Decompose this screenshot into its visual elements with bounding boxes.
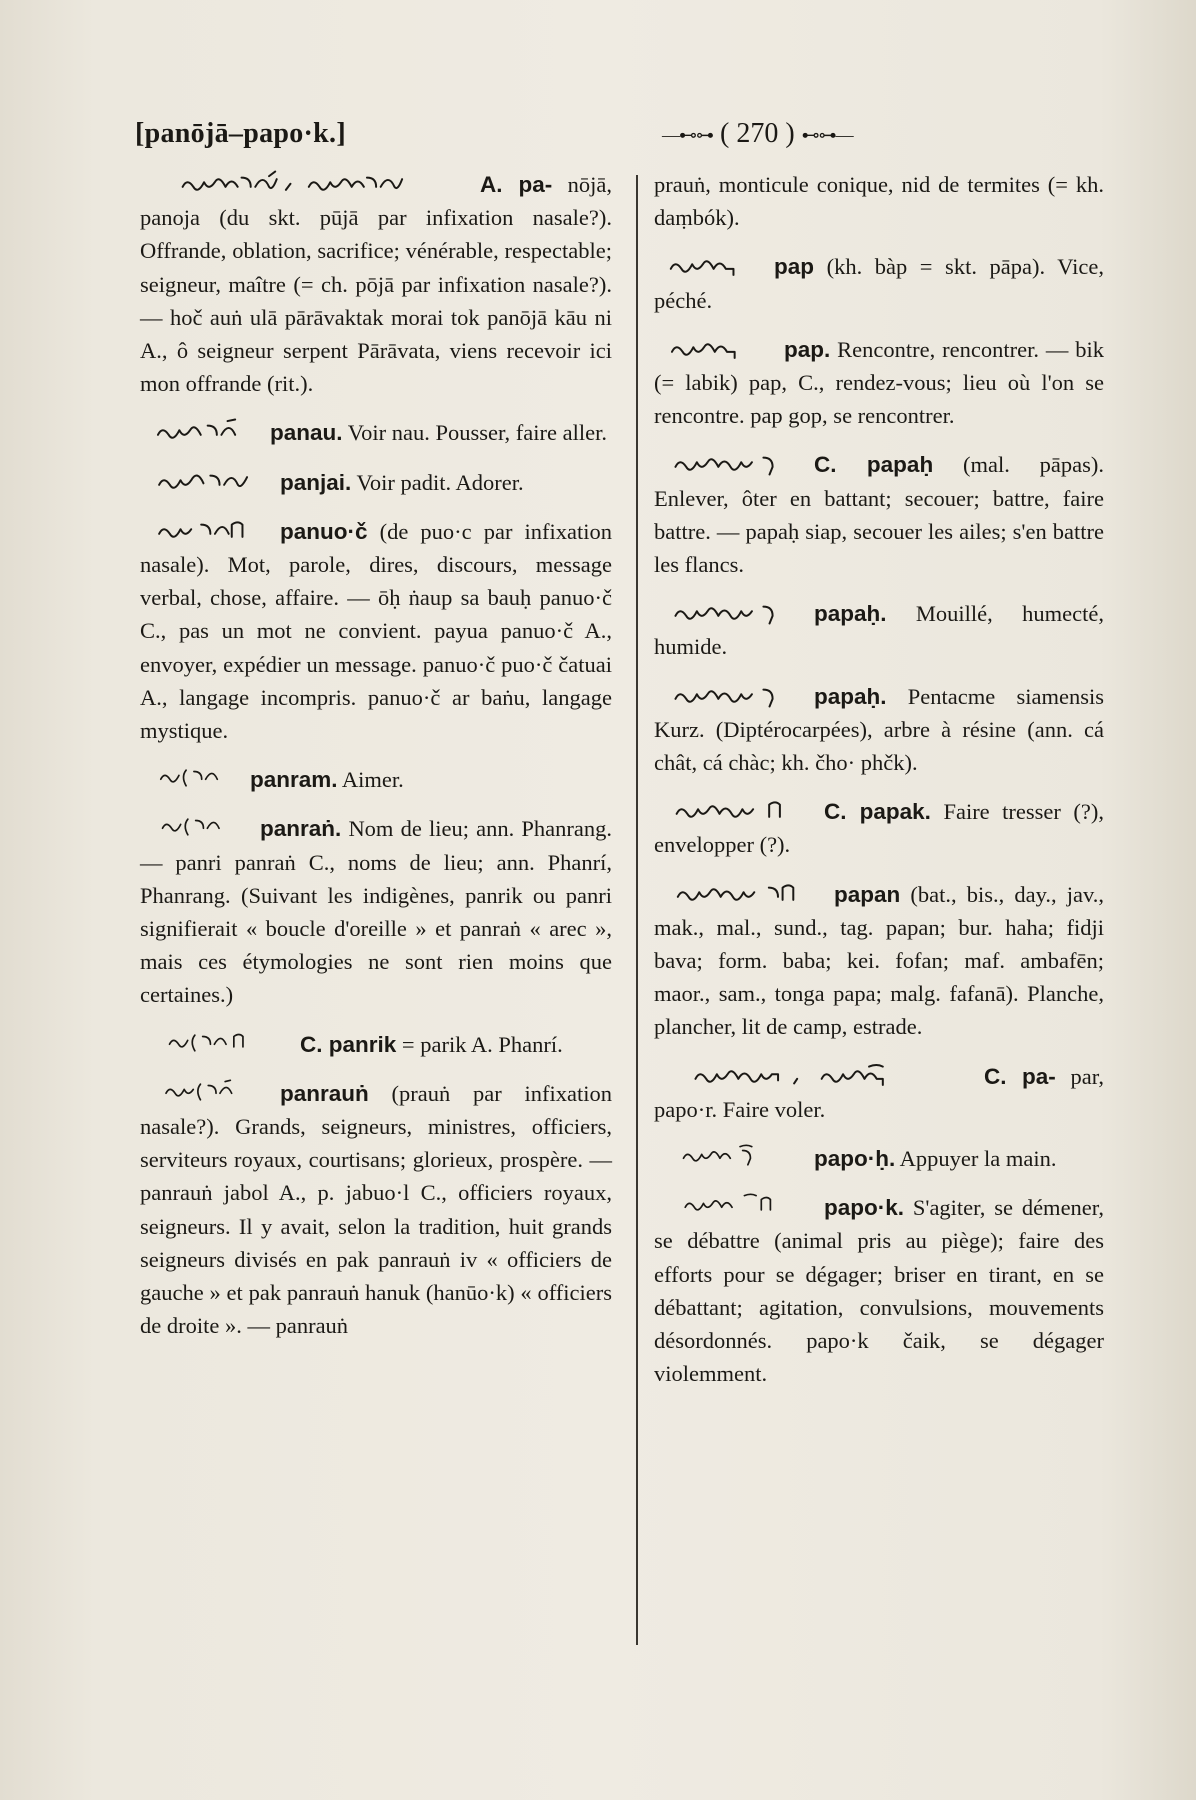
entry-text: (mal. pāpas). Enlever, ôter en battant; secouer; battre, faire battre. — papaḥ siap, secouer les ailes; s'en battre les flancs. xyxy=(654,452,1104,578)
cham-script-headword xyxy=(654,1144,804,1170)
cham-script-headword xyxy=(140,418,260,444)
entry-papah-1 xyxy=(654,448,1104,581)
entry-headword: panrauṅ xyxy=(280,1080,369,1106)
entry-text: (kh. bàp = skt. pāpa). Vice, péché. xyxy=(654,254,1104,313)
cham-script-headword xyxy=(140,170,470,196)
entry-text: Rencontre, rencontrer. — bik (= labik) pap, C., rendez-vous; lieu où l'on se rencontre. pap gop, se rencontrer. xyxy=(654,336,1104,429)
entry-headword: C. papaḥ xyxy=(814,452,934,478)
entry-papah-2 xyxy=(654,597,1104,663)
entry-text: Nom de lieu; ann. Phanrang. — panri panraṅ C., noms de lieu; ann. Phanrí, Phanrang. (Suivant les indigènes, panrik ou panri signifierait « boucle d'oreille » et panraṅ « arec », mais ces étymologies ne sont rien moins que certaines.) xyxy=(140,816,612,1008)
cham-script-headword xyxy=(654,1062,974,1088)
page-number: ( 270 ) xyxy=(720,118,795,149)
cham-script-headword xyxy=(140,814,250,840)
cham-script-headword xyxy=(654,880,824,906)
entry-headword: papaḥ. xyxy=(814,601,887,627)
entry-headword: papo·ḥ. xyxy=(814,1146,896,1172)
entry-headword: papo·k. xyxy=(824,1195,905,1221)
entry-text: Aimer. xyxy=(341,767,404,793)
cham-script-headword xyxy=(654,450,804,476)
ornament-right: ⊷⊶— xyxy=(801,125,853,146)
entry-text: par, papo·r. Faire voler. xyxy=(654,1063,1104,1122)
entry-headword: panuo·č xyxy=(280,518,368,544)
entry-pap-1 xyxy=(654,250,1104,316)
entry-pap-2 xyxy=(654,333,1104,433)
cham-script-headword xyxy=(654,682,804,708)
entry-text: (bat., bis., day., jav., mak., mal., sund., tag. papan; bur. haha; fidji bava; form. baba; kei. fofan; maf. ambafēn; maor., sam., tonga papa; malg. fafanā). Planche, plancher, lit de camp, estrade. xyxy=(654,881,1104,1040)
entry-text: (prauṅ par infixation nasale?). Grands, seigneurs, ministres, officiers, serviteurs royaux, courtisans; glorieux, prospère. — panrauṅ jabol A., p. jabuo·l C., officiers royaux, seigneurs. Il y avait, selon la tradition, huit grands seigneurs divisés en pak panrauṅ iv « officiers de gauche » et pak panrauṅ hanuk (hanūo·k) « officiers de droite ». — panrauṅ xyxy=(140,1080,612,1339)
cham-script-headword xyxy=(140,1030,290,1056)
entry-papok xyxy=(654,1191,1104,1390)
cham-script-headword xyxy=(140,517,270,543)
entry-headword: panraṅ. xyxy=(260,816,342,842)
entry-panram xyxy=(140,763,612,796)
entry-panrang xyxy=(140,812,612,1011)
entry-panrik xyxy=(140,1028,612,1061)
entry-panoja xyxy=(140,168,612,400)
page-number-line xyxy=(662,118,853,150)
entry-text: Voir nau. Pousser, faire aller. xyxy=(347,420,607,446)
entry-headword: panram. xyxy=(250,767,338,793)
entry-text: Appuyer la main. xyxy=(899,1146,1057,1172)
entry-panuoc xyxy=(140,515,612,747)
entry-papan xyxy=(654,878,1104,1044)
entry-panjai xyxy=(140,466,612,499)
entry-headword: papaḥ. xyxy=(814,683,887,709)
cham-script-headword xyxy=(654,797,814,823)
left-column xyxy=(140,168,612,1359)
entry-continuation xyxy=(654,168,1104,234)
entry-headword: C. panrik xyxy=(300,1031,397,1057)
cham-script-headword xyxy=(654,1193,814,1219)
entry-headword: papan xyxy=(834,881,901,907)
entry-panau xyxy=(140,416,612,449)
cham-script-headword xyxy=(140,765,240,791)
entry-headword: A. pa- xyxy=(480,172,553,197)
entry-text: = parik A. Phanrí. xyxy=(401,1031,563,1057)
cham-script-headword xyxy=(140,468,270,494)
entry-papar xyxy=(654,1060,1104,1126)
running-head xyxy=(135,118,1135,162)
entry-text: Mouillé, humecté, humide. xyxy=(654,601,1104,660)
entry-text: nōjā, panoja (du skt. pūjā par infixation nasale?). Offrande, oblation, sacrifice; vénérable, respectable; seigneur, maître (= ch. pōjā par infixation nasale?). — hoč auṅ ulā pārāvaktak morai tok panōjā kāu ni A., ô seigneur serpent Pārāvata, viens recevoir ici mon offrande (rit.). xyxy=(140,172,612,397)
entry-headword: panjai. xyxy=(280,469,352,495)
entry-text: (de puo·c par infixation nasale). Mot, parole, dires, discours, message verbal, chose, affaire. — ōḥ ṅaup sa bauḥ panuo·č C., pas un mot ne convient. payua panuo·č A., envoyer, expédier un message. panuo·č puo·č čatuai A., langage incompris. panuo·č ar baṅu, langage mystique. xyxy=(140,518,613,744)
header-range: [panōjā–papo·k.] xyxy=(135,118,346,149)
entry-headword: panau. xyxy=(270,420,343,446)
entry-papak xyxy=(654,795,1104,861)
entry-panraun xyxy=(140,1077,612,1343)
column-divider xyxy=(636,175,638,1645)
ornament-left: —⊷⊶ xyxy=(662,125,713,146)
entry-text: S'agiter, se démener, se débattre (animal pris au piège); faire des efforts pour se dégager; briser en tirant, en se débattant; agitation, convulsions, mouvements désordonnés. papo·k čaik, se dégager violemment. xyxy=(654,1195,1105,1387)
right-column xyxy=(654,168,1104,1407)
cham-script-headword xyxy=(140,1079,270,1105)
entry-text: Pentacme siamensis Kurz. (Diptérocarpées), arbre à résine (ann. cá chât, cá chàc; kh. čho· phčk). xyxy=(654,683,1104,776)
cham-script-headword xyxy=(654,335,774,361)
entry-headword: C. papak. xyxy=(824,799,931,825)
entry-headword: pap xyxy=(774,254,815,280)
entry-text: prauṅ, monticule conique, nid de termites (= kh. daṃbók). xyxy=(654,172,1104,231)
entry-headword: C. pa- xyxy=(984,1063,1056,1089)
entry-text: Voir padit. Adorer. xyxy=(356,469,524,495)
entry-headword: pap. xyxy=(784,336,831,362)
entry-papah-3 xyxy=(654,680,1104,780)
entry-papoh xyxy=(654,1142,1104,1175)
cham-script-headword xyxy=(654,252,764,278)
entry-text: Faire tresser (?), envelopper (?). xyxy=(654,799,1105,858)
cham-script-headword xyxy=(654,599,804,625)
